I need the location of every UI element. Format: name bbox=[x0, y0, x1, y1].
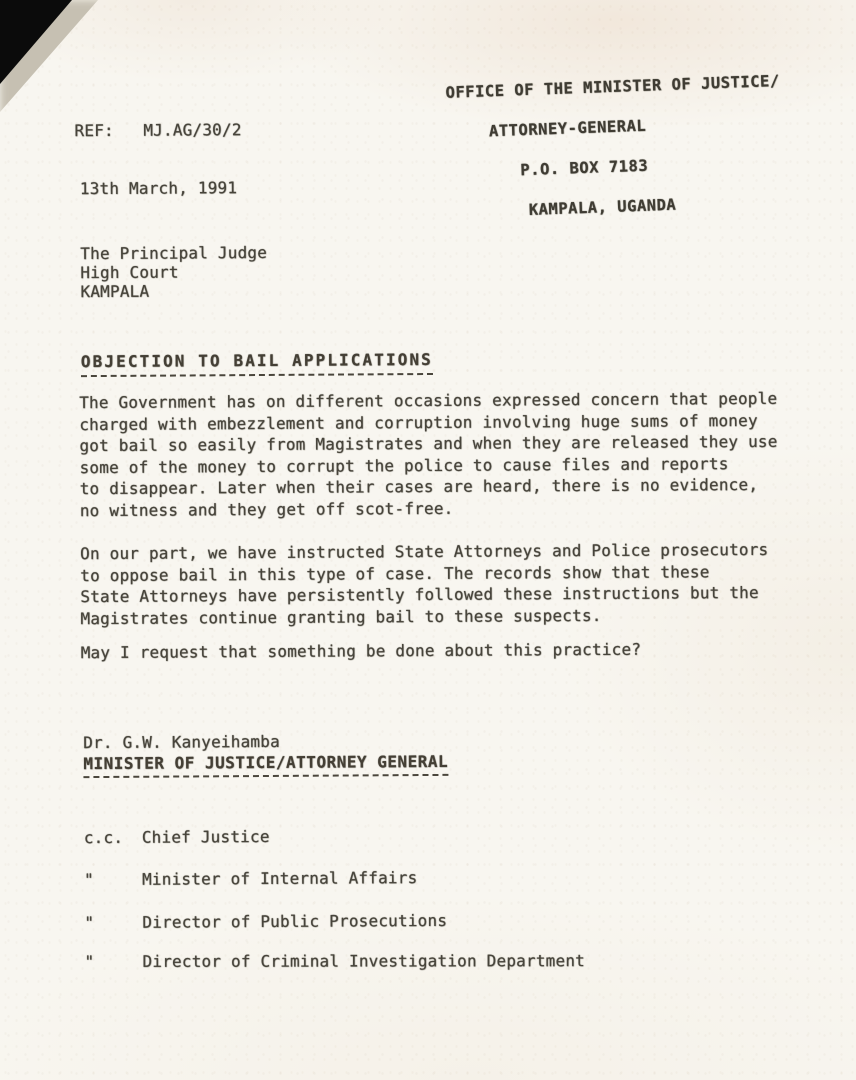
cc-recipient: Director of Criminal Investigation Department bbox=[142, 950, 586, 971]
cc-row bbox=[84, 845, 418, 890]
cc-recipient: Chief Justice bbox=[141, 826, 270, 847]
reference-number: REF: MJ.AG/30/2 bbox=[74, 120, 242, 141]
cc-prefix: " bbox=[84, 869, 94, 889]
body-paragraph-1: The Government has on different occasions expressed concern that people charged with embezzlement and corruption involving huge sums of money got bail so easily from Magistrates and when they are released they use some of the money to corrupt the police to cause files and reports to disappear. Later when their cases are heard, there is no evidence, no witness and they get off scot-free. bbox=[79, 388, 778, 520]
cc-prefix: c.c. bbox=[83, 827, 124, 847]
addressee-block: The Principal Judge High Court KAMPALA bbox=[80, 242, 268, 302]
cc-row bbox=[84, 888, 447, 933]
signatory-name: Dr. G.W. Kanyeihamba bbox=[83, 731, 280, 753]
cc-prefix: " bbox=[84, 912, 95, 932]
letterhead-attorney-general-line: ATTORNEY-GENERAL bbox=[488, 116, 647, 141]
cc-row bbox=[84, 928, 585, 972]
signatory-title: MINISTER OF JUSTICE/ATTORNEY GENERAL bbox=[83, 751, 448, 778]
letterhead bbox=[444, 51, 785, 243]
letterhead-city-line: KAMPALA, UGANDA bbox=[528, 195, 677, 219]
cc-recipient: Director of Public Prosecutions bbox=[142, 910, 448, 932]
letterhead-office-line: OFFICE OF THE MINISTER OF JUSTICE/ bbox=[445, 71, 780, 102]
body-paragraph-3: May I request that something be done about this practice? bbox=[80, 639, 642, 663]
letter-date: 13th March, 1991 bbox=[79, 178, 238, 199]
cc-prefix: " bbox=[84, 951, 95, 971]
cc-recipient: Minister of Internal Affairs bbox=[142, 867, 418, 889]
body-paragraph-2: On our part, we have instructed State Attorneys and Police prosecutors to oppose bail in this type of case. The records show that these State Attorneys have persistently followed these instructions but the Magistrates continue granting bail to these suspects. bbox=[80, 539, 769, 628]
cc-row bbox=[84, 804, 270, 848]
letterhead-po-box-line: P.O. BOX 7183 bbox=[520, 156, 649, 180]
subject-line: OBJECTION TO BAIL APPLICATIONS bbox=[81, 349, 433, 377]
